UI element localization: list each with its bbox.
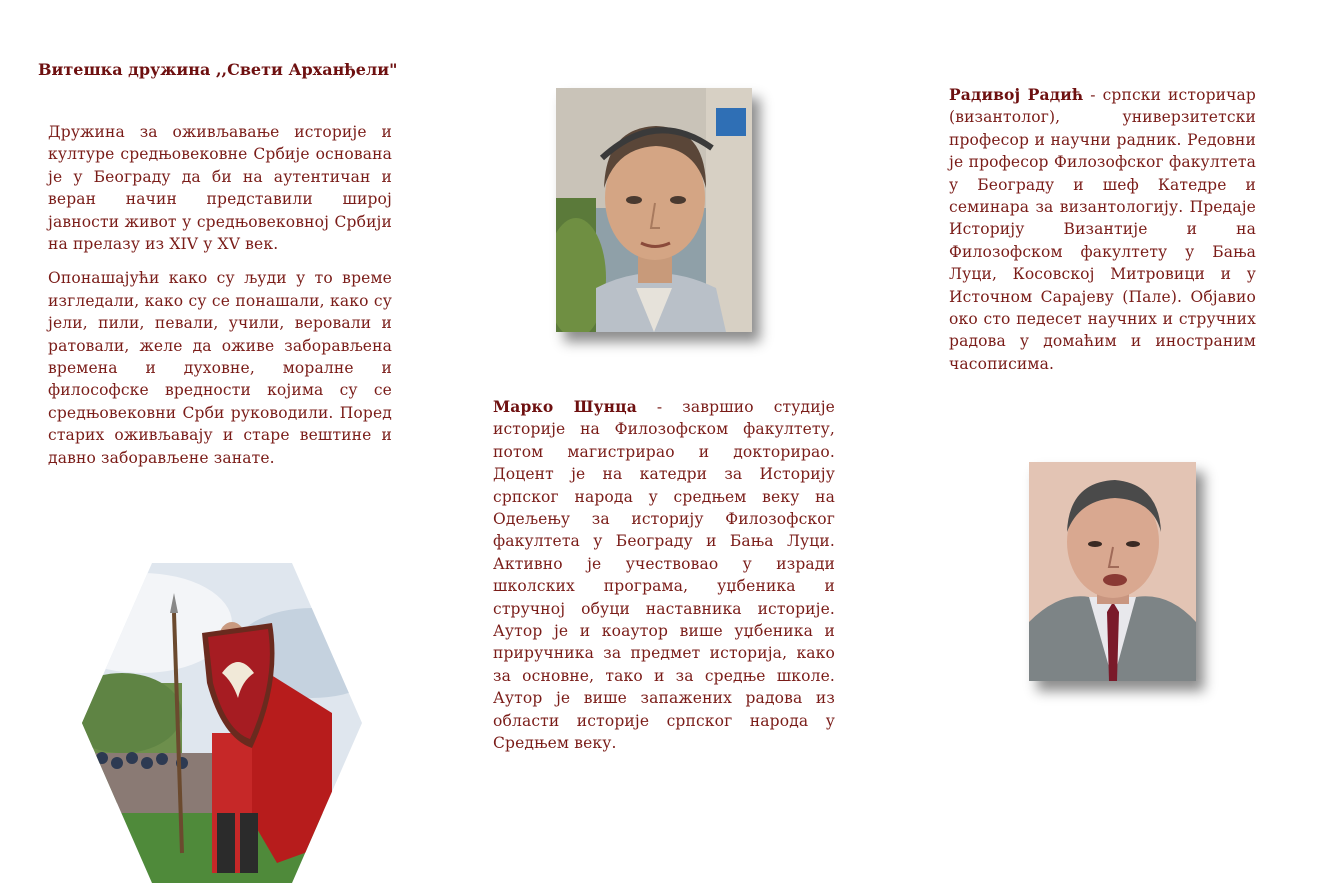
portrait-radivoj-radic xyxy=(1029,462,1196,681)
author-name-marko: Марко Шунца xyxy=(493,397,637,416)
right-column xyxy=(949,84,1256,387)
middle-column xyxy=(493,396,835,767)
author-bio-marko: - завршио студије историје на Филозофском факултету, потом магистрирао и докторирао. Доцент је на катедри за Историју српског народа у средњем веку на Одељењу за историју Филозофског факултета у Београду и Бања Луци. Активно је учествовао у изради школских програма, уџбеника и стручној обуци наставника историје. Аутор је и коаутор више уџбеника и приручника за предмет историја, како за основне, тако и за средње школе. Аутор је више запажених радова из области историје српског народа у Средњем веку. xyxy=(493,398,835,753)
author-bio-radivoj: - српски историчар (византолог), универзитетски професор и научни радник. Редовни је професор Филозофског факултета у Београду и шеф Катедре и семинара за византологију. Предаје Историју Византије и на Филозофском факултету у Бања Луци, Косовској Митровици и у Источном Сарајеву (Пале). Објавио око сто педесет научних и стручних радова у домаћим и иностраним часописима. xyxy=(949,86,1256,373)
author-name-radivoj: Радивој Радић xyxy=(949,85,1084,104)
left-column xyxy=(48,121,392,481)
page-title: Витешка дружина ,,Свети Арханђели" xyxy=(38,60,398,79)
description-paragraph: Опонашајући како су људи у то време изгледали, како су се понашали, како су јели, пили, певали, учили, веровали и ратовали, желе да оживе заборављена времена и духовне, моралне и философске вредности којима су се средњовековни Срби руководили. Поред старих оживљавају и старе вештине и давно заборављене занате. xyxy=(48,269,392,467)
intro-paragraph: Дружина за оживљавање историје и културе средњовековне Србије основана је у Београду да би на аутентичан и веран начин представили широј јавности живот у средњовековној Србији на прелазу из XIV у XV век. xyxy=(48,123,392,254)
knight-hexagon-image xyxy=(82,563,362,883)
portrait-marko-sunjica xyxy=(556,88,752,332)
